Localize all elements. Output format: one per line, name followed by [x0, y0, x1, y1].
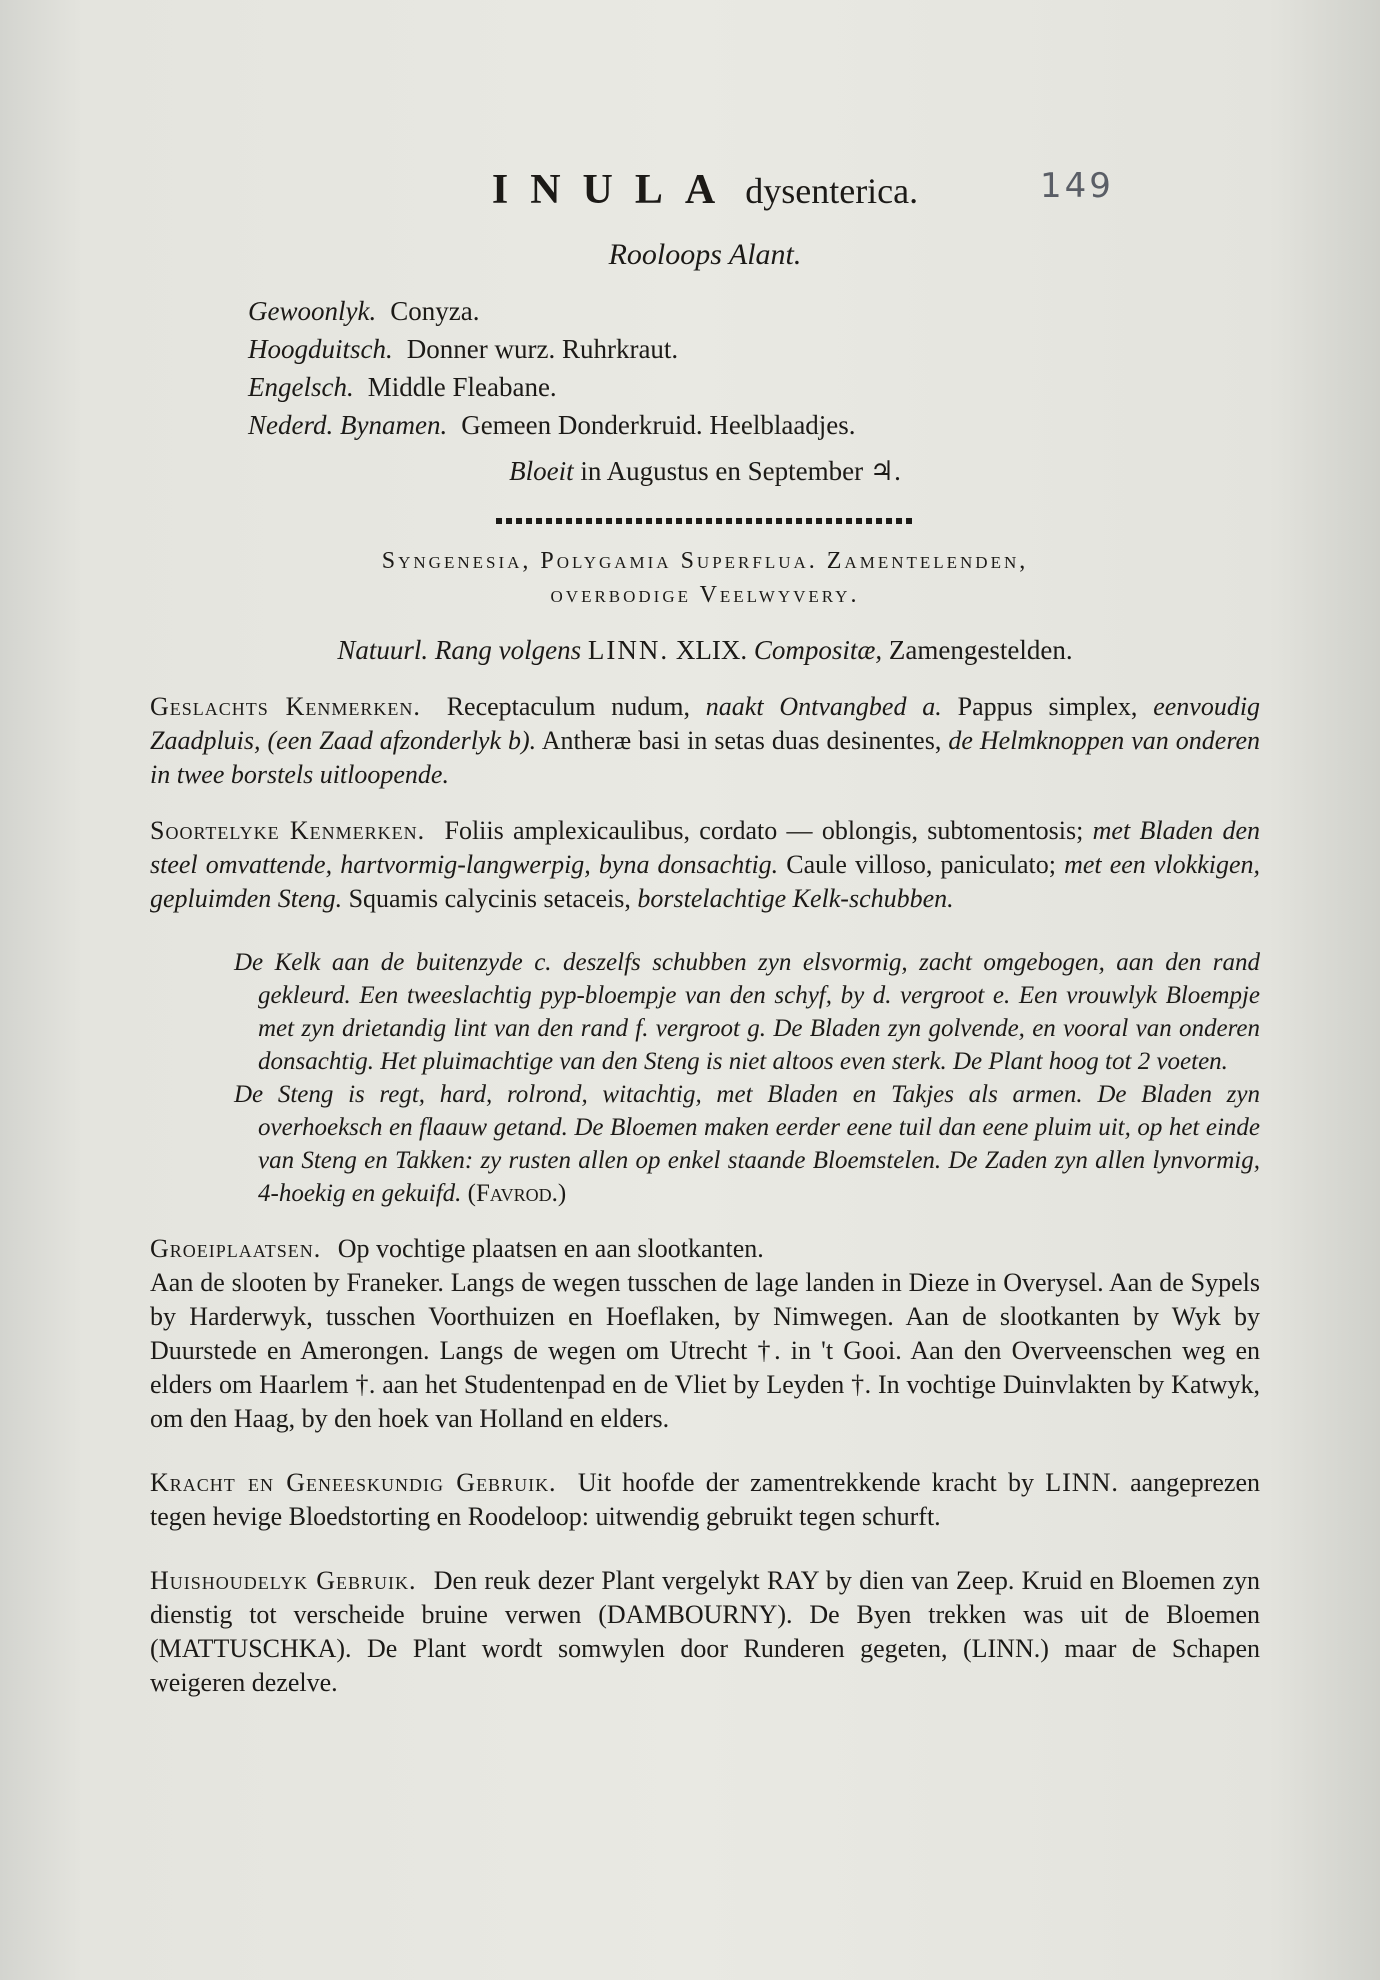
rank-family-latin: Compositæ, — [753, 635, 883, 665]
language-label: Engelsch. — [248, 372, 354, 402]
language-label: Nederd. Bynamen. — [248, 410, 448, 440]
body-text: Uit hoofde der zamentrekkende kracht by — [577, 1468, 1034, 1497]
description-paragraph-2 — [234, 1078, 1260, 1210]
section-heading: Soortelyke Kenmerken. — [150, 816, 426, 845]
rank-number: XLIX. — [675, 635, 748, 665]
vernacular-name: Gemeen Donderkruid. Heelblaadjes. — [461, 410, 856, 440]
description-text: De Steng is regt, hard, rolrond, witachtig, met Bladen en Takjes als armen. De Bladen zyn overhoeksch en flaauw getand. De Bloemen maken eerder eene tuil dan eene pluim uit, op het einde van Steng en Takken: zy rusten allen op enkel staande Bloemstelen. De Zaden zyn allen lynvormig, 4-hoekig en gekuifd. — [234, 1081, 1260, 1207]
author-reference: LINN. — [1045, 1468, 1119, 1497]
section-heading: Huishoudelyk Gebruik. — [150, 1566, 417, 1595]
classification-line-1: Syngenesia, Polygamia Superflua. Zamentelenden, — [381, 548, 1029, 574]
flowering-months: in Augustus en September — [580, 456, 864, 486]
latin-text: Antheræ basi in setas duas desinentes, — [541, 726, 942, 755]
dutch-common-name: Rooloops Alant. — [608, 238, 802, 271]
section-heading: Geslachts Kenmerken. — [150, 692, 421, 721]
vernacular-name-row — [248, 406, 1260, 444]
habitat-paragraph — [150, 1232, 1260, 1436]
section-heading: Groeiplaatsen. — [150, 1234, 322, 1263]
rank-author: LINN. — [587, 635, 670, 665]
plate-description — [234, 946, 1260, 1210]
classification-line-2: overbodige Veelwyvery. — [550, 582, 860, 608]
body-text: Den reuk dezer Plant vergelykt RAY by dien van Zeep. Kruid en Bloemen zyn dienstig tot verscheide bruine verwen (DAMBOURNY). De Byen trekken was uit de Bloemen (MATTUSCHKA). De Plant wordt somwylen door Runderen gegeten, (LINN.) maar de Schapen weigeren dezelve. — [150, 1566, 1260, 1697]
vernacular-name: Donner wurz. Ruhrkraut. — [406, 334, 679, 364]
handwritten-folio-number: 149 — [1040, 166, 1114, 206]
vernacular-name-row — [248, 292, 1260, 330]
latin-text: Foliis amplexicaulibus, cordato — oblongis, subtomentosis; — [444, 816, 1084, 845]
species-name: dysenterica. — [745, 171, 919, 211]
flowering-period — [150, 456, 1260, 496]
latin-text: Receptaculum nudum, — [446, 692, 690, 721]
vernacular-name-row — [248, 368, 1260, 406]
page-content — [150, 160, 1260, 1700]
linnaean-classification — [150, 544, 1260, 612]
dutch-text: met Bladen den steel omvattende, hartvormig-langwerpig, byna donsachtig. — [150, 816, 1260, 879]
rank-family-dutch: Zamengestelden. — [888, 635, 1073, 665]
vernacular-name: Middle Fleabane. — [367, 372, 557, 402]
language-label: Gewoonlyk. — [248, 296, 377, 326]
flowering-label: Bloeit — [509, 456, 574, 486]
section-heading: Kracht en Geneeskundig Gebruik. — [150, 1468, 557, 1497]
habitat-intro: Op vochtige plaatsen en aan slootkanten. — [337, 1234, 764, 1263]
dutch-text: eenvoudig Zaadpluis, (een Zaad afzonderlyk b). — [150, 692, 1261, 755]
natural-rank — [150, 628, 1260, 672]
source-reference: (Favrod.) — [467, 1180, 567, 1207]
page-title — [150, 160, 1260, 220]
body-text: aangeprezen tegen hevige Bloedstorting en Roodeloop: uitwendig gebruikt tegen schurft. — [150, 1468, 1260, 1531]
specific-characters-paragraph — [150, 814, 1260, 916]
latin-text: Pappus simplex, — [957, 692, 1138, 721]
rank-label: Natuurl. Rang volgens — [337, 635, 582, 665]
household-use-paragraph — [150, 1564, 1260, 1700]
latin-text: Caule villoso, paniculato; — [786, 850, 1056, 879]
medicinal-use-paragraph — [150, 1466, 1260, 1534]
vernacular-names-list — [248, 292, 1260, 444]
generic-characters-paragraph — [150, 690, 1260, 792]
language-label: Hoogduitsch. — [248, 334, 393, 364]
latin-text: Squamis calycinis setaceis, — [348, 884, 631, 913]
genus-name: INULA — [491, 167, 738, 213]
ornamental-divider — [496, 518, 914, 524]
dutch-text: de Helmknoppen van onderen in twee borstels uitloopende. — [150, 726, 1261, 789]
description-paragraph: De Kelk aan de buitenzyde c. deszelfs schubben zyn elsvormig, zacht omgebogen, aan den rand gekleurd. Een tweeslachtig pyp-bloempje van den schyf, by d. vergroot e. Een vrouwlyk Bloempje met zyn drietandig lint van den rand f. vergroot g. De Bladen zyn golvende, en vooral van onderen donsachtig. Het pluimachtige van den Steng is niet altoos even sterk. De Plant hoog tot 2 voeten. — [234, 949, 1260, 1075]
vernacular-name: Conyza. — [390, 296, 480, 326]
dutch-text: naakt Ontvangbed a. — [705, 692, 942, 721]
dutch-text: met een vlokkigen, gepluimden Steng. — [150, 850, 1261, 913]
habitat-locations: Aan de slooten by Franeker. Langs de wegen tusschen de lage landen in Dieze in Overysel. Aan de Sypels by Harderwyk, tusschen Voorthuizen en Hoeflaken, by Nimwegen. Aan de slootkanten by Wyk by Duurstede en Amerongen. Langs de wegen om Utrecht †. in 't Gooi. Aan den Overveenschen weg en elders om Haarlem †. aan het Studentenpad en de Vliet by Leyden †. In vochtige Duinvlakten by Katwyk, om den Haag, by den hoek van Holland en elders. — [150, 1268, 1260, 1433]
perennial-symbol: ♃. — [869, 456, 901, 486]
dutch-text: borstelachtige Kelk-schubben. — [637, 884, 954, 913]
vernacular-name-row — [248, 330, 1260, 368]
